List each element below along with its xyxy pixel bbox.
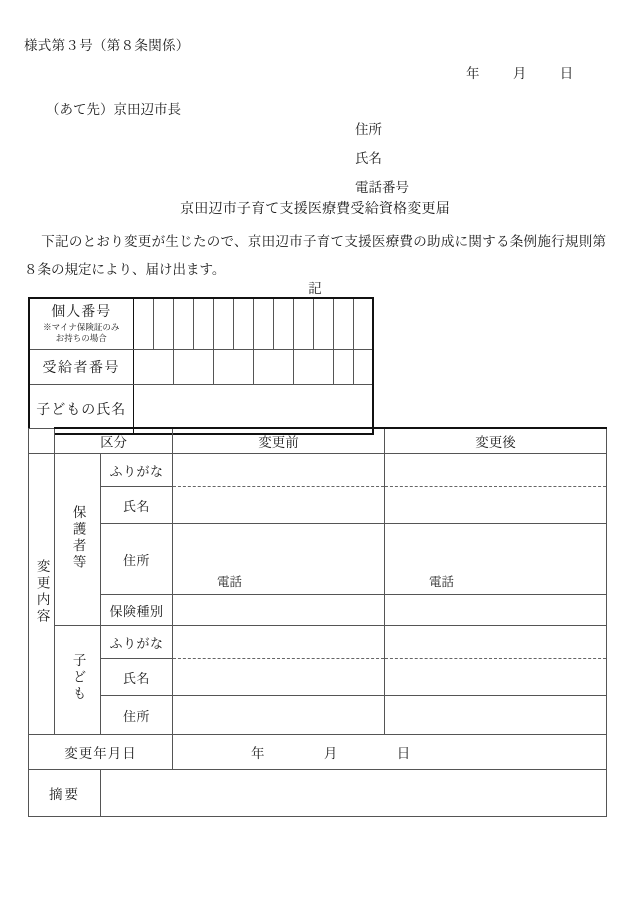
child-name-label: 子どもの氏名 <box>29 385 133 435</box>
my-number-note-line1: ※マイナ保険証のみ <box>43 322 120 332</box>
applicant-phone-label: 電話番号 <box>355 180 409 195</box>
my-number-cell[interactable] <box>213 298 233 350</box>
row-label-child-furigana: ふりがな <box>101 626 173 659</box>
change-date-month: 月 <box>323 746 338 761</box>
header-after: 変更後 <box>385 428 607 454</box>
my-number-cell[interactable] <box>133 298 153 350</box>
guardian-furigana-row <box>29 454 607 487</box>
child-name-before[interactable] <box>173 659 385 696</box>
header-date-month: 月 <box>512 66 527 81</box>
guardian-address-before[interactable] <box>173 524 385 595</box>
side-label-change-content <box>29 454 55 735</box>
recipient-number-cell[interactable] <box>213 350 253 385</box>
my-number-label: 個人番号 <box>51 305 112 320</box>
row-label-guardian-furigana: ふりがな <box>101 454 173 487</box>
remarks-value[interactable] <box>101 770 607 817</box>
row-label-child-name: 氏名 <box>101 659 173 696</box>
guardian-insurance-after[interactable] <box>385 595 607 626</box>
my-number-row <box>29 298 373 350</box>
my-number-cell[interactable] <box>193 298 213 350</box>
recipient-number-cell[interactable] <box>133 350 173 385</box>
my-number-cell[interactable] <box>153 298 173 350</box>
guardian-furigana-before[interactable] <box>173 454 385 487</box>
child-furigana-before[interactable] <box>173 626 385 659</box>
child-furigana-row <box>29 626 607 659</box>
change-date-label: 変更年月日 <box>29 735 173 770</box>
child-address-row <box>29 696 607 735</box>
guardian-name-after[interactable] <box>385 487 607 524</box>
group-label-guardian <box>55 454 101 626</box>
my-number-note-line2: お持ちの場合 <box>55 333 107 343</box>
recipient-number-cell[interactable] <box>293 350 333 385</box>
row-label-guardian-name: 氏名 <box>101 487 173 524</box>
my-number-cell[interactable] <box>273 298 293 350</box>
remarks-row <box>29 770 607 817</box>
group-label-guardian-text: 保護者等 <box>70 504 86 571</box>
remarks-label: 摘要 <box>29 770 101 817</box>
form-number: 様式第３号（第８条関係） <box>24 38 190 53</box>
guardian-address-after-tel-label: 電話 <box>429 575 455 589</box>
header-date-day: 日 <box>559 66 574 81</box>
applicant-address-label: 住所 <box>355 122 382 137</box>
guardian-address-after[interactable] <box>385 524 607 595</box>
header-category: 区分 <box>55 428 173 454</box>
guardian-address-row <box>29 524 607 595</box>
change-content-table <box>28 427 607 817</box>
my-number-cell[interactable] <box>233 298 253 350</box>
my-number-cell[interactable] <box>333 298 353 350</box>
change-date-value[interactable] <box>173 735 607 770</box>
header-date-year: 年 <box>466 66 480 81</box>
my-number-cell[interactable] <box>313 298 333 350</box>
applicant-name-label: 氏名 <box>355 151 382 166</box>
number-table <box>28 297 374 435</box>
my-number-cell[interactable] <box>353 298 373 350</box>
ki-mark: 記 <box>308 281 322 296</box>
guardian-address-before-tel-label: 電話 <box>217 575 243 589</box>
guardian-furigana-after[interactable] <box>385 454 607 487</box>
addressee-line: （あて先）京田辺市長 <box>46 102 181 117</box>
guardian-name-before[interactable] <box>173 487 385 524</box>
change-date-segments <box>173 742 606 762</box>
main-table-header-row <box>29 428 607 454</box>
my-number-label-cell <box>29 298 133 350</box>
row-label-guardian-insurance: 保険種別 <box>101 595 173 626</box>
guardian-name-row <box>29 487 607 524</box>
my-number-cell[interactable] <box>293 298 313 350</box>
change-date-day: 日 <box>396 746 411 761</box>
body-paragraph-text: 下記のとおり変更が生じたので、京田辺市子育て支援医療費の助成に関する条例施行規則第８条の規定により、届け出ます。 <box>24 234 606 277</box>
row-label-child-address: 住所 <box>101 696 173 735</box>
guardian-insurance-before[interactable] <box>173 595 385 626</box>
header-date-line <box>466 62 573 82</box>
document-title: 京田辺市子育て支援医療費受給資格変更届 <box>180 202 450 217</box>
recipient-number-cell[interactable] <box>333 350 353 385</box>
child-name-after[interactable] <box>385 659 607 696</box>
group-label-child-text: 子ども <box>70 653 86 703</box>
child-name-main-row <box>29 659 607 696</box>
body-paragraph <box>24 228 606 284</box>
child-address-after[interactable] <box>385 696 607 735</box>
guardian-insurance-row <box>29 595 607 626</box>
recipient-number-cell[interactable] <box>253 350 293 385</box>
child-furigana-after[interactable] <box>385 626 607 659</box>
my-number-cell[interactable] <box>253 298 273 350</box>
row-label-guardian-address: 住所 <box>101 524 173 595</box>
recipient-number-row <box>29 350 373 385</box>
group-label-child <box>55 626 101 735</box>
child-address-before[interactable] <box>173 696 385 735</box>
header-spacer <box>29 428 55 454</box>
side-label-change-content-text: 変更内容 <box>34 559 50 625</box>
my-number-cell[interactable] <box>173 298 193 350</box>
change-date-row <box>29 735 607 770</box>
change-date-year: 年 <box>251 746 265 761</box>
recipient-number-cell[interactable] <box>353 350 373 385</box>
header-before: 変更前 <box>173 428 385 454</box>
recipient-number-cell[interactable] <box>173 350 213 385</box>
recipient-number-label: 受給者番号 <box>29 350 133 385</box>
